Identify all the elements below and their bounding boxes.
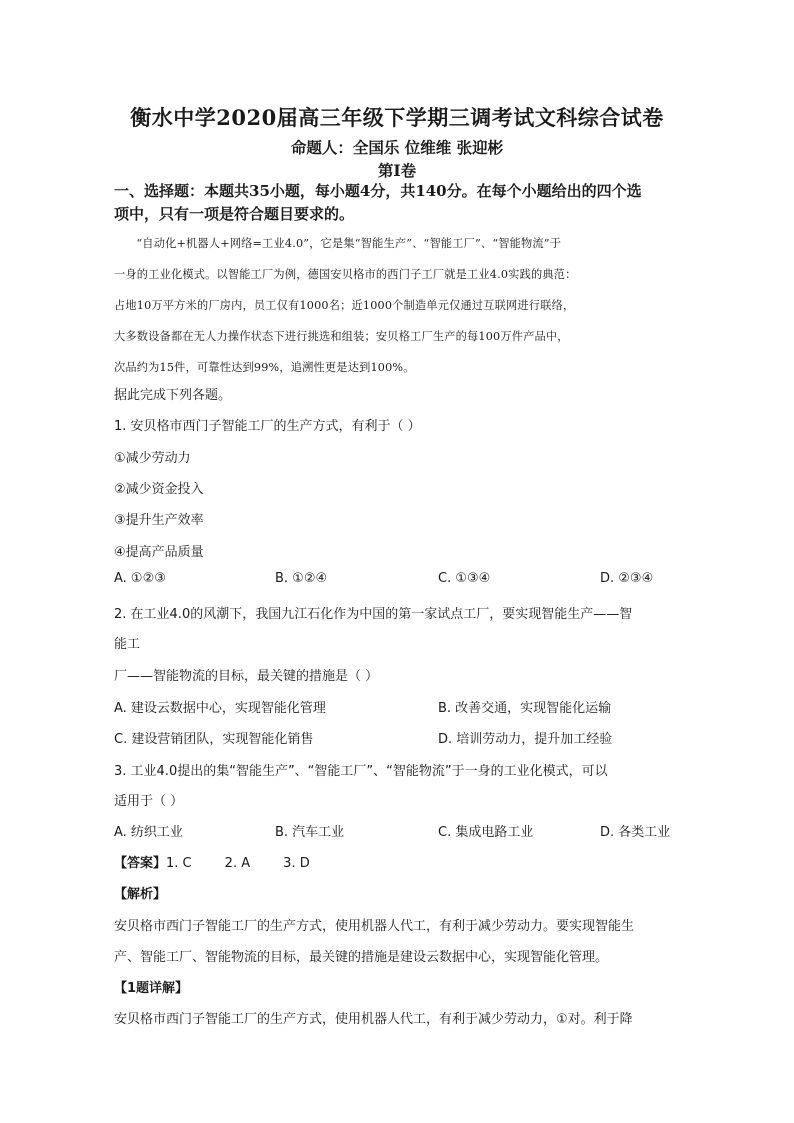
question-3-option-a: A. 纺织工业 bbox=[114, 825, 183, 840]
volume-label: 第Ⅰ卷 bbox=[377, 161, 417, 180]
passage-line: 次品约为15件，可靠性达到99%，追溯性更是达到100%。 bbox=[114, 361, 415, 374]
question-1-item: ③提升生产效率 bbox=[114, 513, 204, 528]
section-heading-line: 项中，只有一项是符合题目要求的。 bbox=[114, 205, 355, 223]
question-1-item: ④提高产品质量 bbox=[114, 545, 204, 560]
detail-text: 安贝格市西门子智能工厂的生产方式，使用机器人代工，有利于减少劳动力，①对。利于降 bbox=[114, 1012, 633, 1027]
passage-line: 占地10万平方米的厂房内，员工仅有1000名；近1000个制造单元仅通过互联网进行联络， bbox=[114, 299, 575, 312]
question-1-option-a: A. ①②③ bbox=[114, 571, 166, 586]
passage-line: “自动化+机器人+网络=工业4.0”，它是集“智能生产”、“智能工厂”、“智能物流”于 bbox=[136, 237, 562, 250]
question-2-option-b: B. 改善交通，实现智能化运输 bbox=[438, 701, 612, 716]
exam-authors: 命题人：全国乐 位维维 张迎彬 bbox=[290, 138, 504, 157]
question-1-stem: 1. 安贝格市西门子智能工厂的生产方式，有利于（ ） bbox=[114, 419, 421, 434]
analysis-text: 安贝格市西门子智能工厂的生产方式，使用机器人代工，有利于减少劳动力。要实现智能生 bbox=[114, 919, 635, 934]
question-3-option-b: B. 汽车工业 bbox=[275, 825, 345, 840]
answer-label: 【答案】 bbox=[114, 856, 167, 871]
answer-row bbox=[114, 852, 310, 871]
question-3-option-c: C. 集成电路工业 bbox=[438, 825, 534, 840]
passage-line: 一身的工业化模式。以智能工厂为例，德国安贝格市的西门子工厂就是工业4.0实践的典范： bbox=[114, 268, 577, 281]
reading-passage bbox=[114, 228, 688, 383]
question-2-stem: 能工 bbox=[114, 637, 141, 652]
question-3-stem: 适用于（ ） bbox=[114, 794, 184, 809]
question-2-option-c: C. 建设营销团队，实现智能化销售 bbox=[114, 732, 314, 747]
question-1-option-b: B. ①②④ bbox=[275, 571, 328, 586]
question-1-option-c: C. ①③④ bbox=[438, 571, 491, 586]
question-1-item: ①减少劳动力 bbox=[114, 451, 191, 466]
analysis-text: 产、智能工厂、智能物流的目标，最关键的措施是建设云数据中心，实现智能化管理。 bbox=[114, 950, 609, 965]
instruction-text: 据此完成下列各题。 bbox=[114, 388, 232, 403]
question-3-option-d: D. 各类工业 bbox=[600, 825, 671, 840]
detail-label: 【1题详解】 bbox=[114, 981, 189, 996]
section-heading bbox=[114, 180, 688, 226]
exam-title: 衡水中学2020届高三年级下学期三调考试文科综合试卷 bbox=[130, 105, 664, 130]
question-2-stem: 2. 在工业4.0的风潮下，我国九江石化作为中国的第一家试点工厂，要实现智能生产——智 bbox=[114, 607, 633, 622]
answer-values: 1. C 2. A 3. D bbox=[166, 856, 310, 871]
passage-line: 大多数设备都在无人力操作状态下进行挑选和组装；安贝格工厂生产的每100万件产品中， bbox=[114, 330, 569, 343]
question-1-option-d: D. ②③④ bbox=[600, 571, 654, 586]
question-2-stem: 厂——智能物流的目标，最关键的措施是（ ） bbox=[114, 669, 379, 684]
question-1-item: ②减少资金投入 bbox=[114, 482, 204, 497]
analysis-label: 【解析】 bbox=[114, 887, 167, 902]
question-2-option-d: D. 培训劳动力，提升加工经验 bbox=[438, 732, 613, 747]
question-3-stem: 3. 工业4.0提出的集“智能生产”、“智能工厂”、“智能物流”于一身的工业化模式，可以 bbox=[114, 764, 608, 779]
question-2-option-a: A. 建设云数据中心，实现智能化管理 bbox=[114, 701, 326, 716]
section-heading-line: 一、选择题：本题共35小题，每小题4分，共140分。在每个小题给出的四个选 bbox=[114, 182, 642, 200]
